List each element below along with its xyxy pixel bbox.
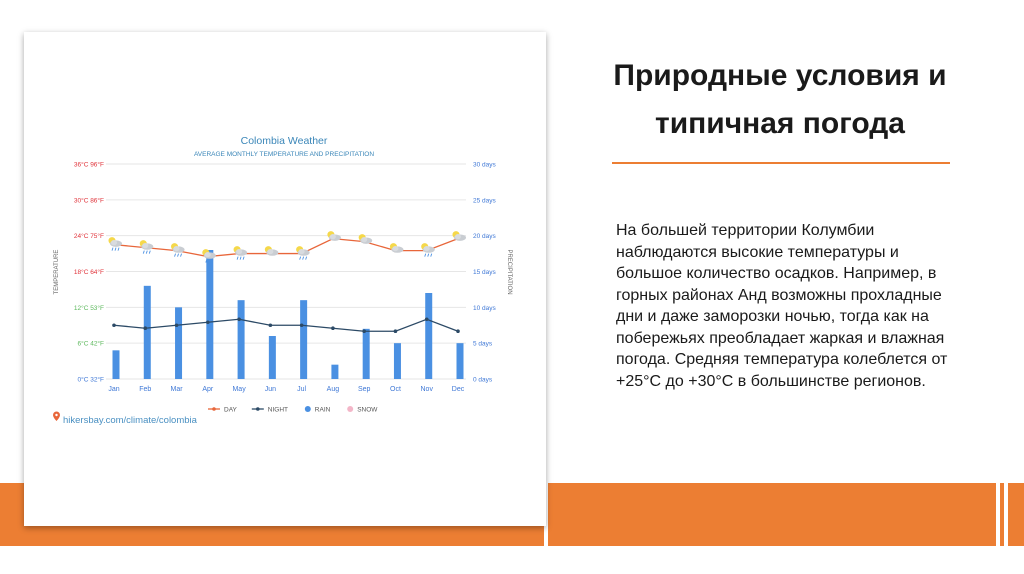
- chart-title: Colombia Weather: [240, 135, 328, 147]
- y-tick-left: 36°C 96°F: [73, 161, 104, 169]
- x-tick-label: Jan: [108, 386, 120, 393]
- title-underline: [612, 162, 950, 164]
- rain-bar: [457, 343, 464, 379]
- cloudy-rain-icon: [234, 246, 248, 259]
- source-text[interactable]: hikersbay.com/climate/colombia: [63, 415, 197, 426]
- x-axis: [108, 386, 464, 393]
- y-tick-left: 24°C 75°F: [73, 233, 104, 241]
- rain-bar: [269, 336, 276, 379]
- y-tick-right: 25 days: [473, 197, 496, 205]
- location-pin-icon: [53, 412, 60, 422]
- y-tick-right: 0 days: [473, 376, 493, 384]
- slide-body-text: На большей территории Колумбии наблюдаются высокие температуры и большое количество осадков. Например, в горных районах Анд возможны прохладные дни и даже заморозки ночью, тогда как на побережьях преобладает жаркая и влажная погода. Средняя температура колеблется от +25°C до +30°C в большинстве регионов.: [616, 222, 948, 390]
- rain-bar: [425, 293, 432, 379]
- chart-card: [24, 32, 546, 526]
- night-point: [394, 329, 398, 333]
- x-tick-label: Feb: [139, 386, 152, 393]
- x-tick-label: Jul: [297, 386, 307, 393]
- y-tick-right: 20 days: [473, 233, 496, 241]
- night-point: [362, 329, 366, 333]
- rain-bar: [238, 300, 245, 379]
- x-tick-label: Dec: [451, 386, 465, 393]
- partly-cloudy-icon: [327, 231, 341, 241]
- legend-label: SNOW: [357, 406, 378, 414]
- night-point: [269, 323, 273, 327]
- night-point: [456, 329, 460, 333]
- rain-bar: [175, 307, 182, 379]
- x-tick-label: May: [232, 386, 246, 393]
- legend-swatch: [212, 407, 216, 411]
- y-tick-right: 30 days: [473, 161, 496, 169]
- legend-label: DAY: [224, 406, 237, 414]
- grid-lines: [106, 164, 466, 379]
- y-tick-left: 18°C 64°F: [73, 269, 104, 276]
- location-pin-dot: [55, 414, 57, 416]
- night-point: [331, 326, 335, 330]
- legend-swatch: [305, 406, 311, 412]
- y-axis-right-label: PRECIPITATION: [506, 249, 512, 295]
- night-point: [237, 317, 241, 321]
- y-tick-left: 12°C 53°F: [73, 304, 104, 312]
- band-stripe: [1004, 483, 1008, 546]
- y-tick-left: 30°C 86°F: [73, 197, 104, 205]
- source-link[interactable]: [53, 412, 198, 427]
- partly-cloudy-rain-icon: [109, 237, 123, 251]
- y-axis-left-label: TEMPERATURE: [54, 249, 60, 295]
- right-axis: [473, 162, 497, 384]
- x-tick-label: Apr: [202, 386, 214, 393]
- x-tick-label: Oct: [390, 386, 401, 393]
- y-tick-right: 5 days: [473, 340, 493, 348]
- night-point: [175, 323, 179, 327]
- x-tick-label: Nov: [420, 386, 433, 393]
- rain-bar: [394, 343, 401, 379]
- legend: [208, 406, 378, 414]
- band-stripe: [996, 483, 1000, 546]
- night-point: [300, 323, 304, 327]
- y-tick-left: 0°C 32°F: [77, 376, 104, 384]
- cloudy-rain-icon: [421, 243, 435, 257]
- y-tick-right: 10 days: [473, 304, 496, 312]
- night-point: [206, 320, 210, 324]
- rain-bar: [363, 329, 370, 379]
- legend-label: RAIN: [314, 406, 331, 414]
- night-line: [114, 319, 458, 331]
- chart-subtitle: AVERAGE MONTHLY TEMPERATURE AND PRECIPITATION: [193, 151, 375, 158]
- legend-label: NIGHT: [267, 406, 289, 414]
- rain-bar: [331, 365, 338, 379]
- x-tick-label: Sep: [357, 386, 371, 393]
- slide-title: Природные условия и типичная погода: [613, 59, 947, 140]
- rain-bar: [300, 300, 307, 379]
- rain-bar: [144, 286, 151, 379]
- night-point: [112, 323, 116, 327]
- night-point: [425, 317, 429, 321]
- weather-chart: [24, 32, 546, 526]
- x-tick-label: Aug: [326, 386, 340, 393]
- rain-bar: [206, 250, 213, 379]
- day-line: [114, 239, 458, 257]
- partly-cloudy-icon: [390, 243, 404, 253]
- cloudy-rain-icon: [140, 240, 154, 254]
- legend-swatch: [256, 407, 260, 411]
- rain-bars: [113, 250, 464, 379]
- partly-cloudy-icon: [265, 246, 279, 256]
- y-tick-right: 15 days: [473, 269, 496, 276]
- night-point: [143, 326, 147, 330]
- rain-bar: [113, 350, 120, 379]
- y-tick-left: 6°C 42°F: [77, 340, 104, 348]
- x-tick-label: Jun: [264, 386, 277, 393]
- left-axis: [74, 161, 104, 384]
- partly-cloudy-rain-icon: [171, 243, 185, 257]
- temperature-lines: [112, 237, 460, 333]
- cloudy-rain-icon: [296, 246, 310, 259]
- x-tick-label: Mar: [170, 386, 183, 393]
- legend-swatch: [347, 406, 353, 412]
